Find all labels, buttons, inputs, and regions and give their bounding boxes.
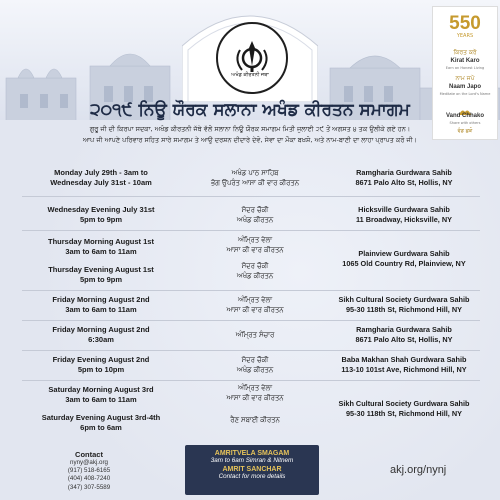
schedule-venue: Hicksville Gurdwara Sahib 11 Broadway, Hicksville, NY xyxy=(356,205,452,224)
schedule-row xyxy=(22,350,480,381)
info-box-heading: AMRIT SANCHAR xyxy=(222,466,282,473)
khanda-emblem-icon xyxy=(216,22,288,94)
schedule-time: Wednesday Evening July 31st 5pm to 9pm xyxy=(47,205,155,224)
badge-years-label: YEARS xyxy=(456,33,474,39)
badge-item-english: Kirat Karo xyxy=(450,58,480,64)
badge-item-gurmukhi: ਨਾਮ ਜਪੋ xyxy=(455,75,475,82)
schedule-venue: Sikh Cultural Society Gurdwara Sahib 95-30 118th St, Richmond Hill, NY xyxy=(338,399,470,418)
schedule-time: Friday Morning August 2nd 6:30am xyxy=(52,325,150,344)
schedule-program: ਅਖੰਡ ਪਾਠ ਸਾਹਿਬ ਭੋਗ ਉਪਰੰਤ ਆਸਾ ਕੀ ਵਾਰ ਕੀਰਤਨ xyxy=(210,169,299,187)
schedule-row xyxy=(22,290,480,321)
intro-text-line2: ਆਪ ਜੀ ਆਪਣੇ ਪਰਿਵਾਰ ਸਹਿਤ ਸਾਰੇ ਸਮਾਗਮ ਤੇ ਆਉ ਦਰਸ਼ਨ ਦੀਦਾਰੇ ਦੇਵੋ, ਸੇਵਾ ਦਾ ਮੌਕਾ ਬਖ਼ਸ਼ੋ, ਅਤੇ ਨਾਮ-ਬਾਣੀ ਦਾ ਲਾਹਾ ਪ੍ਰਾਪਤ ਕਰੋ ਜੀ। xyxy=(82,136,417,144)
badge-item-gurmukhi: ਕਿਰਤ ਕਰੋ xyxy=(453,49,477,56)
contact-heading: Contact xyxy=(75,450,103,459)
schedule-row xyxy=(22,196,480,231)
schedule-program: ਸੋਦਰ ਚੌਕੀ ਅਖੰਡ ਕੀਰਤਨ xyxy=(236,356,274,374)
website-link[interactable]: akj.org/nynj xyxy=(390,464,447,476)
schedule-venue: Plainview Gurdwara Sahib 1065 Old Country Rd, Plainview, NY xyxy=(342,249,466,268)
schedule-row xyxy=(22,230,480,289)
amritvela-info-box xyxy=(185,445,319,495)
schedule-program: ਅੰਮ੍ਰਿਤ ਵੇਲਾ ਆਸਾ ਕੀ ਵਾਰ ਕੀਰਤਨ ਰੈਣ ਸਬਾਈ ਕੀਰਤਨ xyxy=(226,384,284,424)
schedule-time: Friday Morning August 2nd 3am to 6am to 11am xyxy=(52,295,150,314)
schedule-time: Saturday Morning August 3rd 3am to 6am to 11am Saturday Evening August 3rd-4th 6pm to 6am xyxy=(41,385,161,432)
schedule-venue: Ramgharia Gurdwara Sahib 8671 Palo Alto St, Hollis, NY xyxy=(355,325,453,344)
contact-email: nyny@akj.org xyxy=(70,459,108,466)
schedule-program: ਅੰਮ੍ਰਿਤ ਸੰਚਾਰ xyxy=(235,331,275,339)
schedule-row xyxy=(22,320,480,351)
contact-phone: (347) 307-5589 xyxy=(67,483,111,491)
contact-phone: (404) 408-7240 xyxy=(67,475,111,483)
schedule-time: Monday July 29th - 3am to Wednesday July 31st - 10am xyxy=(50,168,152,187)
badge-item-sub: Share with others xyxy=(449,121,481,125)
badge-item-english: Vand Chhako xyxy=(445,113,484,119)
badge-item-sub: Meditate on the Lord's Name xyxy=(439,92,491,96)
badge-item-gurmukhi: ਵੰਡ ਛਕੋ xyxy=(457,128,473,134)
schedule-venue: Baba Makhan Shah Gurdwara Sahib 113-10 101st Ave, Richmond Hill, NY xyxy=(341,355,467,374)
poster-title: ੨੦੧੯ ਨਿਊ ਯੌਰਕ ਸਲਾਨਾ ਅਖੰਡ ਕੀਰਤਨ ਸਮਾਗਮ xyxy=(90,100,410,120)
schedule-time: Friday Evening August 2nd 5pm to 10pm xyxy=(52,355,150,374)
badge-item-english: Naam Japo xyxy=(448,84,481,90)
badge-number: 550 xyxy=(449,13,481,34)
info-box-heading: AMRITVELA SMAGAM xyxy=(214,450,290,457)
schedule-venue: Ramgharia Gurdwara Sahib 8671 Palo Alto St, Hollis, NY xyxy=(355,168,453,187)
intro-text-line1: ਗੁਰੂ ਜੀ ਦੀ ਕਿਰਪਾ ਸਦਕਾ, ਅਖੰਡ ਕੀਰਤਨੀ ਜੱਥੇ ਵੱਲੋਂ ਸਲਾਨਾ ਨਿਊ ਯੌਰਕ ਸਮਾਗਮ ਮਿਤੀ ਜੁਲਾਈ ੨੯ ਤੋਂ ਅਗਸਤ ੪ ਤਕ ਉਲੀਕੇ ਗਏ ਹਨ। xyxy=(89,125,411,133)
schedule-row xyxy=(22,160,480,192)
info-box-detail: Contact for more details xyxy=(218,473,286,480)
emblem-caption: ਅਖੰਡ ਕੀਰਤਨੀ ਜਥਾ xyxy=(231,72,269,78)
schedule-venue: Sikh Cultural Society Gurdwara Sahib 95-30 118th St, Richmond Hill, NY xyxy=(338,295,470,314)
schedule-program: ਅੰਮ੍ਰਿਤ ਵੇਲਾ ਆਸਾ ਕੀ ਵਾਰ ਕੀਰਤਨ xyxy=(226,296,284,314)
contact-phone: (917) 518-6165 xyxy=(67,467,111,475)
schedule-program: ਸੋਦਰ ਚੌਕੀ ਅਖੰਡ ਕੀਰਤਨ xyxy=(236,206,274,224)
info-box-detail: 3am to 6am Simran & Nitnem xyxy=(210,457,294,464)
schedule-row xyxy=(22,380,480,441)
schedule-time: Thursday Morning August 1st 3am to 6am to 11am Thursday Evening August 1st 5pm to 9pm xyxy=(48,237,154,284)
contact-block xyxy=(44,450,134,492)
badge-item-sub: Earn an Honest Living xyxy=(445,66,485,70)
schedule-program: ਅੰਮ੍ਰਿਤ ਵੇਲਾ ਆਸਾ ਕੀ ਵਾਰ ਕੀਰਤਨ ਸੋਦਰ ਚੌਕੀ ਅਖੰਡ ਕੀਰਤਨ xyxy=(226,236,284,280)
